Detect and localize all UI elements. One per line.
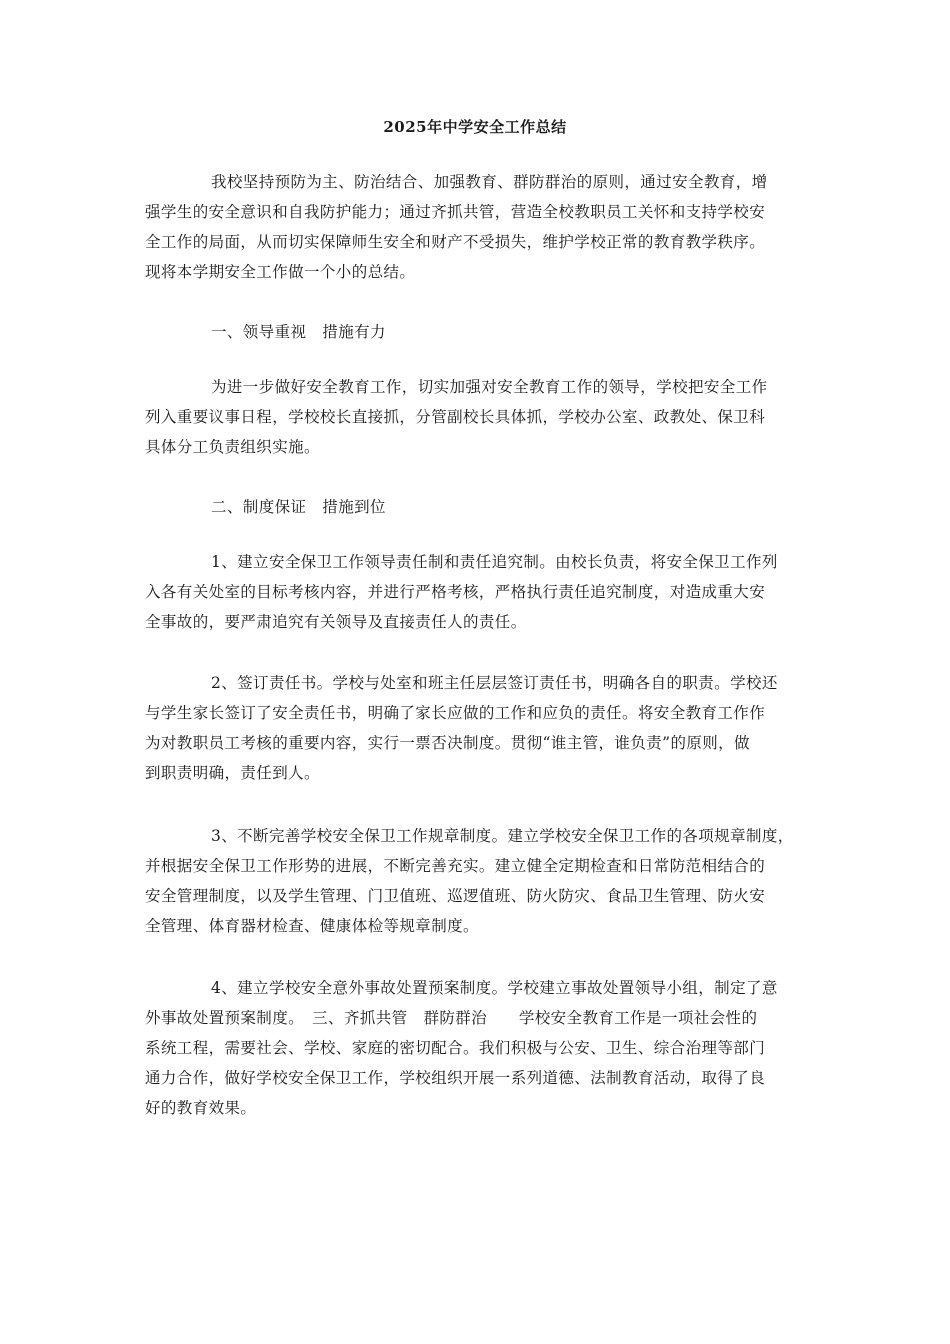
text-line: 全事故的，要严肃追究有关领导及直接责任人的责任。	[145, 613, 527, 631]
text-line: 2、签订责任书。学校与处室和班主任层层签订责任书，明确各自的职责。学校还	[211, 674, 778, 692]
text-line: 通力合作，做好学校安全保卫工作，学校组织开展一系列道德、法制教育活动，取得了良	[145, 1069, 766, 1087]
text-line: 并根据安全保卫工作形势的进展，不断完善充实。建立健全定期检查和日常防范相结合的	[145, 857, 766, 875]
text-line: 我校坚持预防为主、防治结合、加强教育、群防群治的原则，通过安全教育，增	[211, 173, 768, 191]
text-line: 与学生家长签订了安全责任书，明确了家长应做的工作和应负的责任。将安全教育工作作	[145, 704, 766, 722]
text-line: 全工作的局面，从而切实保障师生安全和财产不受损失，维护学校正常的教育教学秩序。	[145, 233, 766, 251]
text-line: 为对教职员工考核的重要内容，实行一票否决制度。贯彻“谁主管，谁负责”的原则，做	[145, 734, 750, 752]
section-heading-1	[145, 317, 815, 347]
text-line: 到职责明确，责任到人。	[145, 764, 320, 782]
text-line: 外事故处置预案制度。 三、齐抓共管 群防群治 学校安全教育工作是一项社会性的	[145, 1009, 758, 1027]
text-line: 3、不断完善学校安全保卫工作规章制度。建立学校安全保卫工作的各项规章制度，	[211, 827, 794, 845]
text-line: 4、建立学校安全意外事故处置预案制度。学校建立事故处置领导小组，制定了意	[211, 979, 778, 997]
section-heading-2	[145, 492, 815, 522]
text-line: 具体分工负责组织实施。	[145, 438, 320, 456]
text-line: 列入重要议事日程，学校校长直接抓，分管副校长具体抓，学校办公室、政教处、保卫科	[145, 408, 766, 426]
heading-line: 二、制度保证 措施到位	[211, 498, 386, 516]
text-line: 好的教育效果。	[145, 1099, 257, 1117]
text-line: 强学生的安全意识和自我防护能力；通过齐抓共管，营造全校教职员工关怀和支持学校安	[145, 203, 766, 221]
item-1-paragraph	[145, 547, 815, 637]
section-1-paragraph	[145, 372, 815, 462]
document-title: 2025年中学安全工作总结	[383, 118, 567, 136]
text-line: 全管理、体育器材检查、健康体检等规章制度。	[145, 917, 479, 935]
text-line: 安全管理制度，以及学生管理、门卫值班、巡逻值班、防火防灾、食品卫生管理、防火安	[145, 887, 766, 905]
text-line: 为进一步做好安全教育工作，切实加强对安全教育工作的领导，学校把安全工作	[211, 378, 768, 396]
heading-line: 一、领导重视 措施有力	[211, 323, 386, 341]
item-4-paragraph	[145, 973, 815, 1123]
text-line: 入各有关处室的目标考核内容，并进行严格考核，严格执行责任追究制度，对造成重大安	[145, 583, 766, 601]
text-line: 系统工程，需要社会、学校、家庭的密切配合。我们积极与公安、卫生、综合治理等部门	[145, 1039, 766, 1057]
item-2-paragraph	[145, 668, 815, 788]
text-line: 1、建立安全保卫工作领导责任制和责任追究制。由校长负责，将安全保卫工作列	[211, 553, 778, 571]
item-3-paragraph	[145, 821, 815, 941]
intro-paragraph	[145, 167, 815, 287]
text-line: 现将本学期安全工作做一个小的总结。	[145, 263, 416, 281]
